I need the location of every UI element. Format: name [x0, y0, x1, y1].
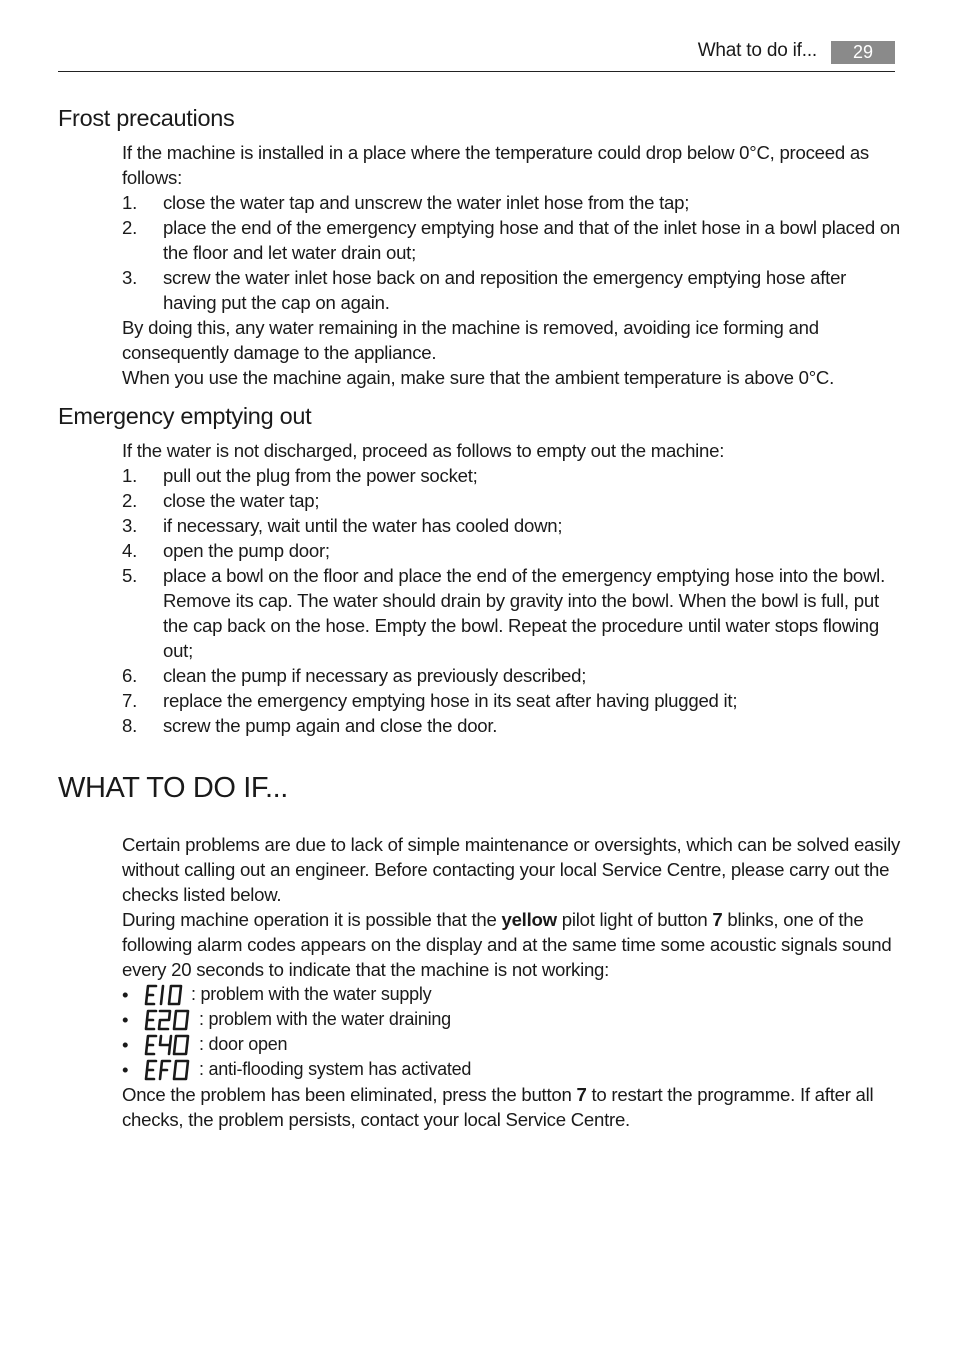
list-item: 4. open the pump door; — [122, 540, 330, 561]
whattodo-intro: Certain problems are due to lack of simple maintenance or oversights, which can be solved easily without calling out an engineer. Before contacting your local Service Centre, please carry out the checks listed below. — [122, 834, 901, 905]
whattodo-during: During machine operation it is possible that the yellow pilot light of button 7 blinks, one of the following alarm codes appears on the display and at the same time some acoustic signals sound every 20 seconds to indicate that the machine is not working: — [122, 909, 892, 980]
emergency-steps — [122, 463, 902, 738]
list-item: 1. pull out the plug from the power socket; — [122, 465, 478, 486]
whattodo-section — [122, 832, 902, 1132]
list-item: 6. clean the pump if necessary as previously described; — [122, 665, 587, 686]
list-item: 1. close the water tap and unscrew the water inlet hose from the tap; — [122, 192, 690, 213]
alarm-code-e10 — [144, 983, 186, 1007]
frost-outro-2: When you use the machine again, make sure that the ambient temperature is above 0°C. — [122, 367, 835, 388]
emergency-intro: If the water is not discharged, proceed as follows to empty out the machine: — [122, 440, 725, 461]
alarm-code-ef0 — [144, 1058, 194, 1082]
frost-section — [122, 140, 902, 390]
frost-steps — [122, 190, 902, 315]
list-item: • : problem with the water supply — [122, 984, 432, 1005]
page-number: 29 — [831, 41, 895, 64]
frost-intro: If the machine is installed in a place where the temperature could drop below 0°C, proceed as follows: — [122, 142, 869, 188]
page-header — [58, 38, 895, 72]
alarm-code-e20 — [144, 1008, 194, 1032]
list-item: 8. screw the pump again and close the door. — [122, 715, 498, 736]
whattodo-final: Once the problem has been eliminated, press the button 7 to restart the programme. If after all checks, the problem persists, contact your local Service Centre. — [122, 1084, 874, 1130]
list-item: 3. screw the water inlet hose back on and reposition the emergency emptying hose after having put the cap on again. — [122, 267, 847, 313]
alarm-list — [122, 982, 902, 1082]
emergency-section — [122, 438, 902, 738]
list-item: 2. place the end of the emergency emptying hose and that of the inlet hose in a bowl placed on the floor and let water drain out; — [122, 217, 901, 263]
list-item: 2. close the water tap; — [122, 490, 320, 511]
emergency-heading: Emergency emptying out — [58, 403, 312, 429]
list-item: 7. replace the emergency emptying hose in its seat after having plugged it; — [122, 690, 738, 711]
list-item: 3. if necessary, wait until the water has cooled down; — [122, 515, 563, 536]
frost-heading: Frost precautions — [58, 105, 235, 131]
running-title: What to do if... — [697, 40, 817, 61]
list-item: • : problem with the water draining — [122, 1009, 451, 1030]
frost-outro-1: By doing this, any water remaining in the machine is removed, avoiding ice forming and consequently damage to the appliance. — [122, 317, 819, 363]
alarm-code-e40 — [144, 1033, 194, 1057]
whattodo-heading: WHAT TO DO IF... — [58, 772, 288, 804]
list-item: • : door open — [122, 1034, 288, 1055]
list-item: 5. place a bowl on the floor and place the end of the emergency emptying hose into the bowl. Remove its cap. The water should drain by gravity into the bowl. When the bowl is full, put the cap back on the hose. Empty the bowl. Repeat the procedure until water stops flowing out; — [122, 565, 885, 661]
list-item: • : anti-flooding system has activated — [122, 1059, 472, 1080]
